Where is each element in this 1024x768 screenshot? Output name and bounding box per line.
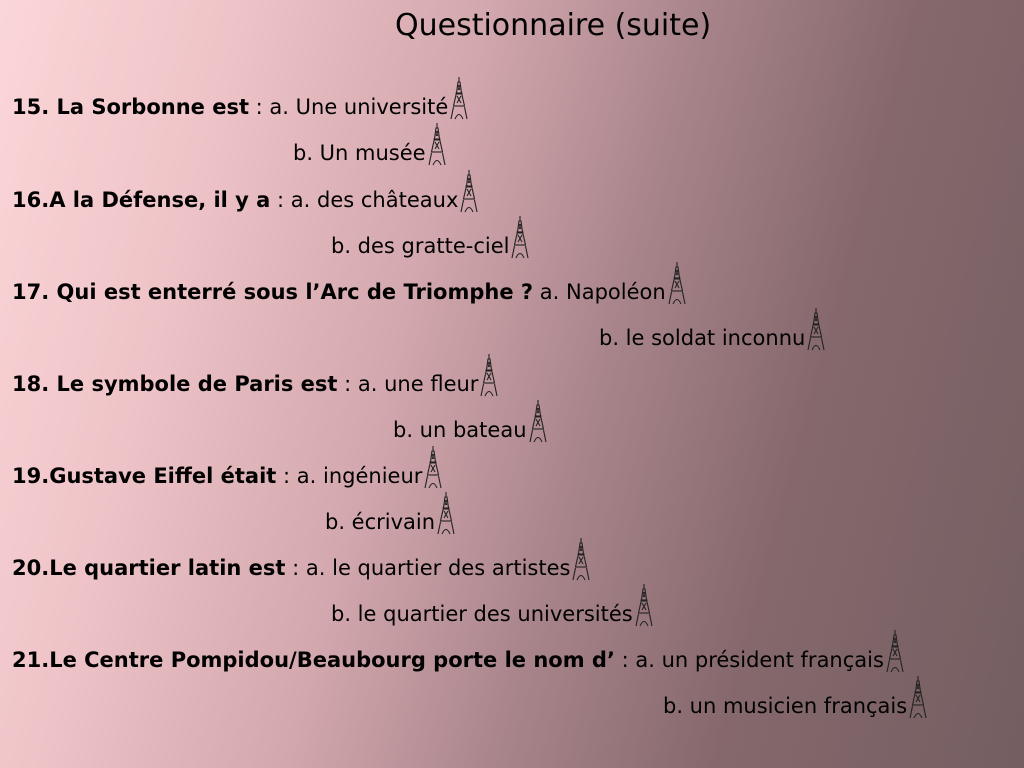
answer-21b-row xyxy=(663,675,927,719)
question-17-text: 17. Qui est enterré sous l’Arc de Triomphe ? xyxy=(12,280,534,304)
answer-16b[interactable]: b. des gratte-ciel xyxy=(331,234,510,258)
answer-18b-row xyxy=(393,399,547,443)
eiffel-tower-icon[interactable] xyxy=(572,537,590,581)
answer-20a[interactable]: a. le quartier des artistes xyxy=(305,556,571,580)
question-16-text: 16.A la Défense, il y a xyxy=(12,188,271,212)
answer-17b[interactable]: b. le soldat inconnu xyxy=(599,326,806,350)
question-19-text: 19.Gustave Eiffel était xyxy=(12,464,277,488)
answer-20b-row xyxy=(331,583,653,627)
eiffel-tower-icon[interactable] xyxy=(909,675,927,719)
question-18-text: 18. Le symbole de Paris est xyxy=(12,372,338,396)
eiffel-tower-icon[interactable] xyxy=(437,491,455,535)
question-21-text: 21.Le Centre Pompidou/Beaubourg porte le nom d’ xyxy=(12,648,615,672)
eiffel-tower-icon[interactable] xyxy=(668,261,686,305)
eiffel-tower-icon[interactable] xyxy=(529,399,547,443)
answer-16b-row xyxy=(331,215,529,259)
question-20-separator: : xyxy=(285,556,306,580)
question-16-separator: : xyxy=(270,188,291,212)
eiffel-tower-icon[interactable] xyxy=(460,169,478,213)
eiffel-tower-icon[interactable] xyxy=(450,76,468,120)
eiffel-tower-icon[interactable] xyxy=(511,215,529,259)
question-15-separator: : xyxy=(248,95,270,119)
question-17-row xyxy=(12,261,686,305)
question-20-text: 20.Le quartier latin est xyxy=(12,556,286,580)
answer-15b-row xyxy=(293,122,446,166)
question-21-row xyxy=(12,629,904,673)
answer-19b-row xyxy=(325,491,455,535)
answer-21b[interactable]: b. un musicien français xyxy=(663,694,908,718)
answer-16a[interactable]: a. des châteaux xyxy=(290,188,459,212)
answer-19a[interactable]: a. ingénieur xyxy=(296,464,423,488)
eiffel-tower-icon[interactable] xyxy=(480,353,498,397)
question-17-separator xyxy=(533,280,540,304)
eiffel-tower-icon[interactable] xyxy=(424,445,442,489)
question-15-text: 15. La Sorbonne est xyxy=(12,95,249,119)
answer-18b[interactable]: b. un bateau xyxy=(393,418,527,442)
question-21-separator: : xyxy=(614,648,636,672)
question-20-row xyxy=(12,537,590,581)
answer-18a[interactable]: a. une fleur xyxy=(357,372,479,396)
question-16-row xyxy=(12,169,478,213)
question-19-separator: : xyxy=(276,464,297,488)
eiffel-tower-icon[interactable] xyxy=(635,583,653,627)
answer-15b[interactable]: b. Un musée xyxy=(293,141,426,165)
answer-15a[interactable]: a. Une université xyxy=(269,95,449,119)
answer-17a[interactable]: a. Napoléon xyxy=(539,280,666,304)
question-18-separator: : xyxy=(337,372,358,396)
eiffel-tower-icon[interactable] xyxy=(428,122,446,166)
answer-19b[interactable]: b. écrivain xyxy=(325,510,436,534)
answer-21a[interactable]: a. un président français xyxy=(635,648,884,672)
page-title: Questionnaire (suite) xyxy=(395,8,712,43)
question-18-row xyxy=(12,353,498,397)
question-19-row xyxy=(12,445,442,489)
question-15-row xyxy=(12,76,468,120)
answer-20b[interactable]: b. le quartier des universités xyxy=(331,602,633,626)
eiffel-tower-icon[interactable] xyxy=(886,629,904,673)
eiffel-tower-icon[interactable] xyxy=(807,307,825,351)
answer-17b-row xyxy=(599,307,825,351)
